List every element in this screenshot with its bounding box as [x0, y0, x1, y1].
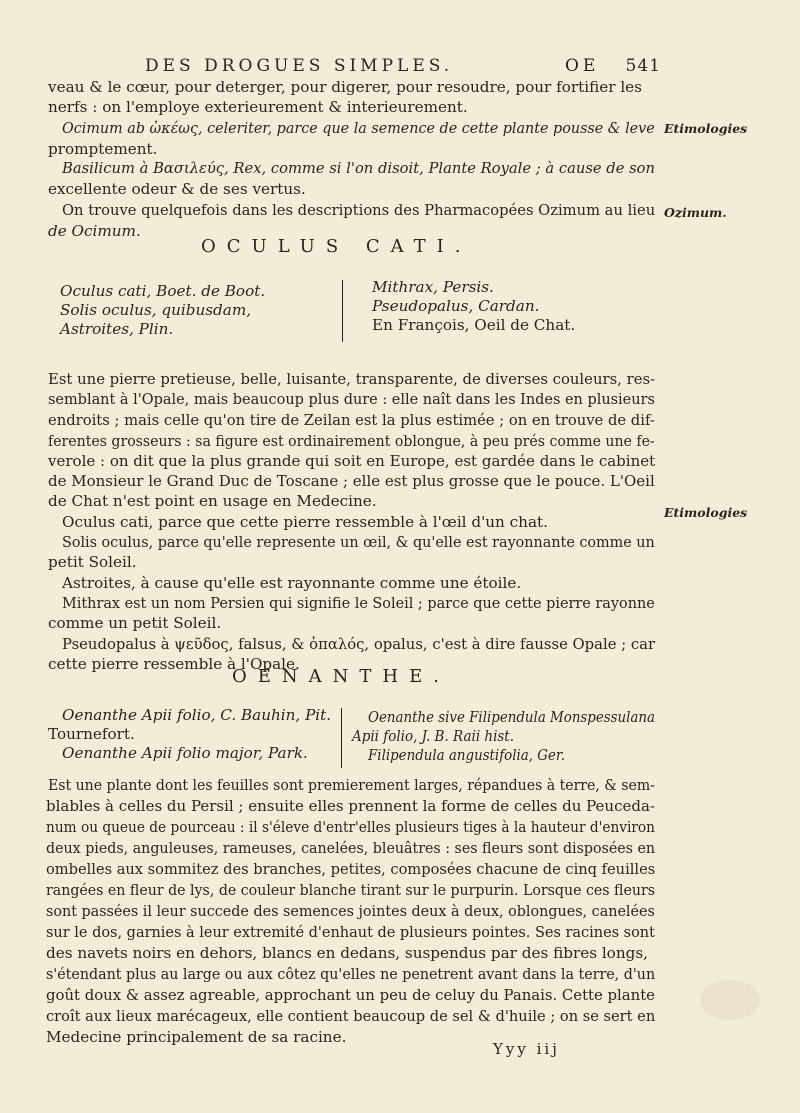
- text-line: Mithrax est un nom Persien qui signifie le Soleil ; parce que cette pierre rayonne: [62, 594, 655, 612]
- margin-note-etimologies: Etimologies: [664, 505, 748, 520]
- text-line: ferentes grosseurs : sa figure est ordinairement oblongue, à peu prés comme une fe-: [48, 432, 655, 450]
- synonym-entry: Oenanthe Apii folio major, Park.: [62, 744, 308, 762]
- text-line: petit Soleil.: [48, 553, 137, 571]
- column-divider: [341, 708, 342, 768]
- synonyms-left-oculus: [60, 282, 265, 339]
- synonym-entry: Oenanthe Apii folio, C. Bauhin, Pit.: [62, 706, 332, 724]
- synonym-entry: Mithrax, Persis.: [372, 278, 494, 296]
- synonym-entry: Oenanthe sive Filipendula Monspessulana: [368, 708, 655, 726]
- running-head-title: DES DROGUES SIMPLES.: [145, 56, 454, 76]
- text-line: excellente odeur & de ses vertus.: [48, 180, 306, 198]
- section-title-oculus-cati: OCULUS CATI.: [201, 236, 472, 257]
- running-head-section: OE: [565, 56, 600, 76]
- synonym-entry: Filipendula angustifolia, Ger.: [368, 746, 566, 764]
- text-line: de Ocimum.: [48, 222, 141, 240]
- text-line: num ou queue de pourceau : il s'éleve d'entr'elles plusieurs tiges à la hauteur d'environ: [46, 818, 655, 836]
- synonym-entry: En François, Oeil de Chat.: [372, 316, 576, 334]
- text-line: nerfs : on l'employe exterieurement & interieurement.: [48, 98, 468, 116]
- running-head: [145, 56, 665, 76]
- synonym-entry: Apii folio, J. B. Raii hist.: [352, 727, 515, 745]
- text-line: verole : on dit que la plus grande qui soit en Europe, est gardée dans le cabinet: [48, 452, 656, 470]
- text-line: On trouve quelquefois dans les descriptions des Pharmacopées Ozimum au lieu: [62, 201, 656, 219]
- text-line: blables à celles du Persil ; ensuite elles prennent la forme de celles du Peuceda-: [46, 797, 655, 815]
- text-line: Astroites, à cause qu'elle est rayonnante comme une étoile.: [62, 574, 522, 592]
- section-title-oenanthe: OENANTHE.: [232, 666, 450, 687]
- text-line: de Chat n'est point en usage en Medecine.: [48, 492, 377, 510]
- column-divider: [342, 280, 343, 342]
- page-number: 541: [625, 56, 661, 76]
- margin-note-etimologies: Etimologies: [664, 121, 748, 136]
- text-line: rangées en fleur de lys, de couleur blanche tirant sur le purpurin. Lorsque ces fleurs: [46, 881, 656, 899]
- synonym-entry: Tournefort.: [48, 725, 135, 743]
- text-line: Basilicum à Βασιλεύς, Rex, comme si l'on disoit, Plante Royale ; à cause de son: [62, 159, 655, 177]
- synonym-entry: Astroites, Plin.: [60, 320, 174, 338]
- text-line: des navets noirs en dehors, blancs en dedans, suspendus par des fibres longs,: [46, 944, 648, 962]
- text-line: croît aux lieux marécageux, elle contient beaucoup de sel & d'huile ; on se sert en: [46, 1007, 656, 1025]
- text-line: comme un petit Soleil.: [48, 614, 222, 632]
- text-line: ombelles aux sommitez des branches, petites, composées chacune de cinq feuilles: [46, 860, 656, 878]
- paper-stain: [700, 980, 760, 1020]
- text-line: sont passées il leur succede des semences jointes deux à deux, oblongues, canelées: [46, 902, 655, 920]
- text-line: Medecine principalement de sa racine.: [46, 1028, 347, 1046]
- text-line: deux pieds, anguleuses, rameuses, canelées, bleuâtres : ses fleurs sont disposées en: [46, 839, 656, 857]
- synonyms-right-oculus: [372, 278, 575, 335]
- synonym-entry: Oculus cati, Boet. de Boot.: [60, 282, 266, 300]
- text-line: Est une pierre pretieuse, belle, luisante, transparente, de diverses couleurs, res-: [48, 370, 656, 388]
- synonyms-right-oenanthe: [352, 708, 694, 765]
- text-line: Solis oculus, parce qu'elle represente un œil, & qu'elle est rayonnante comme un: [62, 533, 655, 551]
- text-line: cette pierre ressemble à l'Opale.: [48, 655, 300, 673]
- text-line: semblant à l'Opale, mais beaucoup plus dure : elle naît dans les Indes en plusieurs: [48, 390, 655, 408]
- text-line: goût doux & assez agreable, approchant un peu de celuy du Panais. Cette plante: [46, 986, 655, 1004]
- text-line: de Monsieur le Grand Duc de Toscane ; elle est plus grosse que le pouce. L'Oeil: [48, 472, 655, 490]
- synonym-entry: Pseudopalus, Cardan.: [372, 297, 540, 315]
- text-line: sur le dos, garnies à leur extremité d'enhaut de plusieurs pointes. Ses racines sont: [46, 923, 655, 941]
- text-line: promptement.: [48, 140, 158, 158]
- text-line: Pseudopalus à ψεῦδος, falsus, & ὀπαλός, opalus, c'est à dire fausse Opale ; car: [62, 635, 656, 653]
- synonyms-left-oenanthe: [48, 706, 332, 763]
- text-line: veau & le cœur, pour deterger, pour digerer, pour resoudre, pour fortifier les: [48, 78, 642, 96]
- text-line: Est une plante dont les feuilles sont premierement larges, répandues à terre, & sem-: [48, 776, 655, 794]
- margin-note-ozimum: Ozimum.: [664, 205, 727, 220]
- signature-mark: Yyy iij: [493, 1040, 560, 1058]
- text-line: Oculus cati, parce que cette pierre ressemble à l'œil d'un chat.: [62, 513, 548, 531]
- synonym-entry: Solis oculus, quibusdam,: [60, 301, 252, 319]
- text-line: s'étendant plus au large ou aux côtez qu'elles ne penetrent avant dans la terre, d'un: [46, 965, 656, 983]
- text-line: Ocimum ab ὠκέως, celeriter, parce que la semence de cette plante pousse & leve: [62, 119, 655, 137]
- text-line: endroits ; mais celle qu'on tire de Zeilan est la plus estimée ; on en trouve de dif-: [48, 411, 655, 429]
